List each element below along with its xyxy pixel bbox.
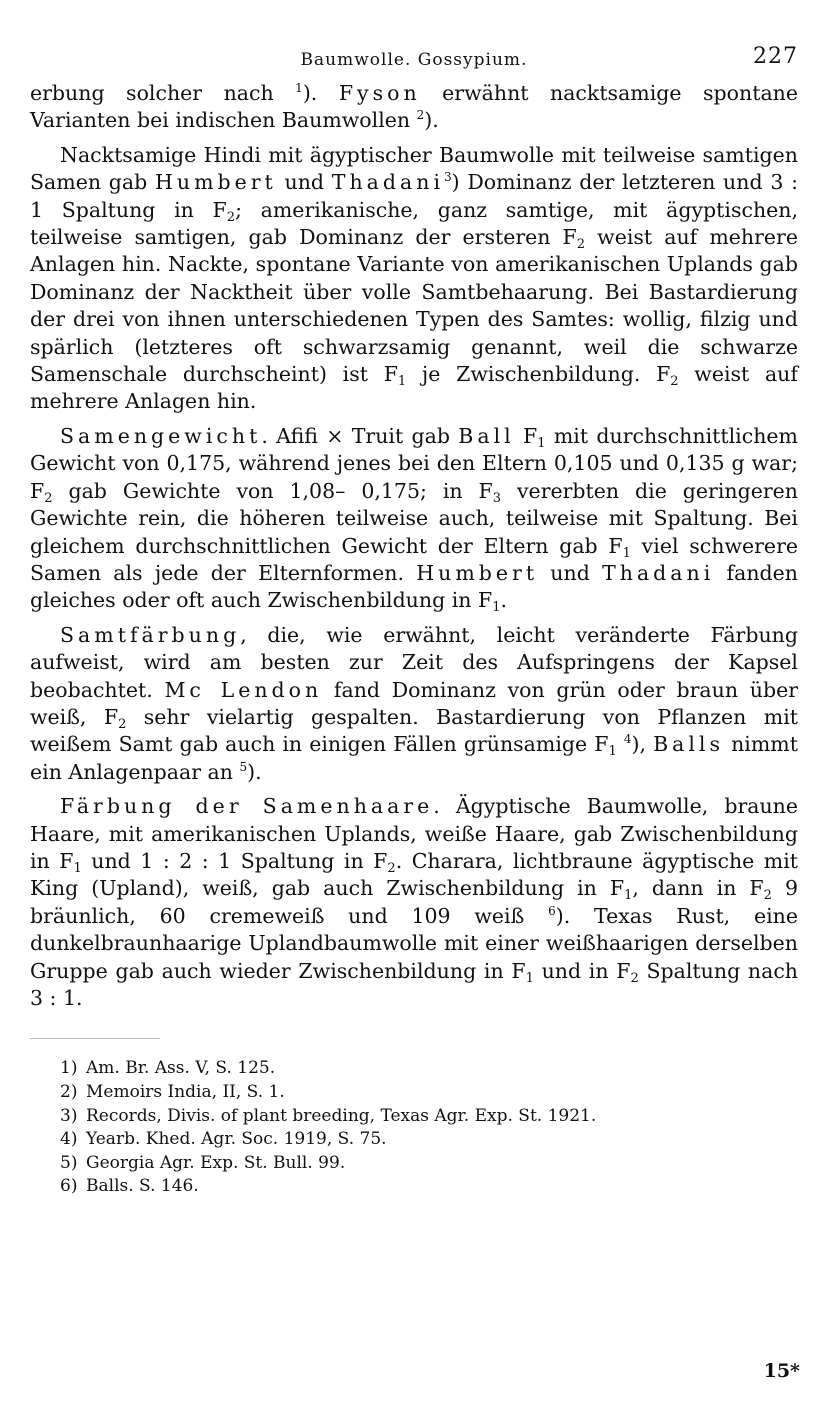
footnote-reference: 5 xyxy=(239,759,248,774)
subscript: 1 xyxy=(624,888,633,904)
footnote xyxy=(60,1057,798,1081)
paragraph: Färbung der Samenhaare. Ägyptische Baumwolle, braune Haare, mit amerikanischen Uplands, weiße Haare, gab Zwischenbildung in $F_1$ und 1 : 2 : 1 Spaltung in $F_2$. Charara, lichtbraune ägyptische mit King (Upland), weiß, gab auch Zwischenbildung in $F_1$, dann in $F_2$ 9 bräunlich, 60 cremeweiß und 109 weiß $^6$). Texas Rust, eine dunkelbraunhaarige Uplandbaumwolle mit einer weißhaarigen derselben Gruppe gab auch wieder Zwischenbildung in $F_1$ und in $F_2$ Spaltung nach 3 : 1. xyxy=(30,794,799,1010)
paragraph: Nacktsamige Hindi mit ägyptischer Baumwolle mit teilweise samtigen Samen gab Humbert und Thadani$^3$) Dominanz der letzteren und 3 : 1 Spaltung in $F_2$; amerikanische, ganz samtige, mit ägyptischen, teilweise samtigen, gab Dominanz der ersteren $F_2$ weist auf mehrere Anlagen hin. Nackte, spontane Variante von amerikanischen Uplands gab Dominanz der Nacktheit über volle Samtbehaarung. Bei Bastardierung der drei von ihnen unterschiedenen Typen des Samtes: wollig, filzig und spärlich (letzteres oft schwarzsamig genannt, weil die schwarze Samenschale durchscheint) ist $F_1$ je Zwischenbildung. $F_2$ weist auf mehrere Anlagen hin. xyxy=(30,142,799,414)
spaced-name: Färbung der Samenhaare xyxy=(60,794,434,819)
footnote-reference: 6 xyxy=(548,903,556,918)
subscript: 1 xyxy=(608,744,617,760)
footnote-text: Memoirs India, II, S. 1. xyxy=(86,1082,285,1102)
body-text xyxy=(30,80,798,1012)
spaced-name: Mc Lendon xyxy=(164,677,323,702)
spaced-name: Humbert xyxy=(154,170,277,195)
paragraph: Samengewicht. Afifi × Truit gab Ball $F_1$ mit durchschnittlichem Gewicht von 0,175, während jenes bei den Eltern 0,105 und 0,135 g war; $F_2$ gab Gewichte von 1,08– 0,175; in $F_3$ vererbten die geringeren Gewichte rein, die höheren teilweise auch, teilweise mit Spaltung. Bei gleichem durchschnittlichen Gewicht der Eltern gab $F_1$ viel schwerere Samen als jede der Elternformen. Humbert und Thadani fanden gleiches oder oft auch Zwischenbildung in $F_1$. xyxy=(30,423,798,616)
paragraph: erbung solcher nach $^1$). Fyson erwähnt nacktsamige spontane Varianten bei indischen Baumwollen $^2$). xyxy=(30,81,799,133)
spaced-name: Thadani xyxy=(331,170,444,195)
footnote-text: Am. Br. Ass. V, S. 125. xyxy=(86,1058,276,1079)
page-number: 227 xyxy=(753,44,798,69)
subscript: 2 xyxy=(763,888,772,904)
footnote-marker: 2) xyxy=(60,1082,78,1102)
footnote-text: Balls. S. 146. xyxy=(86,1176,199,1197)
subscript: 2 xyxy=(226,209,236,225)
footnote-marker: 4) xyxy=(60,1129,78,1150)
footnote-text: Georgia Agr. Exp. St. Bull. 99. xyxy=(86,1152,346,1173)
footnotes xyxy=(30,1057,798,1199)
subscript: 1 xyxy=(73,860,82,876)
footnote xyxy=(60,1175,798,1199)
footnote-separator xyxy=(30,1038,160,1039)
subscript: 3 xyxy=(492,490,502,506)
spaced-name: Samengewicht xyxy=(60,423,262,448)
subscript: 1 xyxy=(397,374,407,390)
running-title: Baumwolle. Gossypium. xyxy=(300,50,528,70)
running-head xyxy=(30,40,798,80)
spaced-name: Humbert xyxy=(416,560,539,585)
footnote-text: Yearb. Khed. Agr. Soc. 1919, S. 75. xyxy=(86,1129,387,1150)
footnote-text: Records, Divis. of plant breeding, Texas Agr. Exp. St. 1921. xyxy=(86,1105,597,1126)
subscript: 1 xyxy=(492,600,501,616)
spaced-name: Ball xyxy=(458,423,515,448)
footnote-marker: 6) xyxy=(60,1176,78,1197)
subscript: 2 xyxy=(630,970,639,986)
subscript: 2 xyxy=(387,860,396,876)
subscript: 1 xyxy=(537,435,546,451)
subscript: 2 xyxy=(670,374,679,390)
spaced-name: Fyson xyxy=(338,81,421,105)
spaced-name: Balls xyxy=(653,732,724,757)
footnote-reference: 3 xyxy=(444,170,452,185)
subscript: 2 xyxy=(44,490,53,506)
footnote-reference: 2 xyxy=(416,108,425,123)
footnote-reference: 1 xyxy=(295,81,303,95)
footnote-reference: 4 xyxy=(623,732,632,747)
footnote xyxy=(60,1128,798,1152)
signature-mark: 15* xyxy=(763,1360,800,1382)
footnote-marker: 5) xyxy=(60,1152,78,1173)
footnote-marker: 1) xyxy=(60,1058,78,1079)
paragraph: Samtfärbung, die, wie erwähnt, leicht veränderte Färbung aufweist, wird am besten zur Zeit des Aufspringens der Kapsel beobachtet. Mc Lendon fand Dominanz von grün oder braun über weiß, $F_2$ sehr vielartig gespalten. Bastardierung von Pflanzen mit weißem Samt gab auch in einigen Fällen grünsamige $F_1$ $^4$), Balls nimmt ein Anlagenpaar an $^5$). xyxy=(30,622,798,784)
subscript: 1 xyxy=(525,970,534,986)
spaced-name: Thadani xyxy=(602,560,715,585)
footnote xyxy=(60,1152,798,1176)
subscript: 2 xyxy=(576,237,586,253)
footnote xyxy=(60,1081,798,1105)
subscript: 1 xyxy=(622,545,631,561)
footnote-marker: 3) xyxy=(60,1105,78,1126)
subscript: 2 xyxy=(118,716,127,732)
spaced-name: Samtfärbung xyxy=(60,622,241,647)
page xyxy=(30,40,798,1199)
footnote xyxy=(60,1105,798,1129)
